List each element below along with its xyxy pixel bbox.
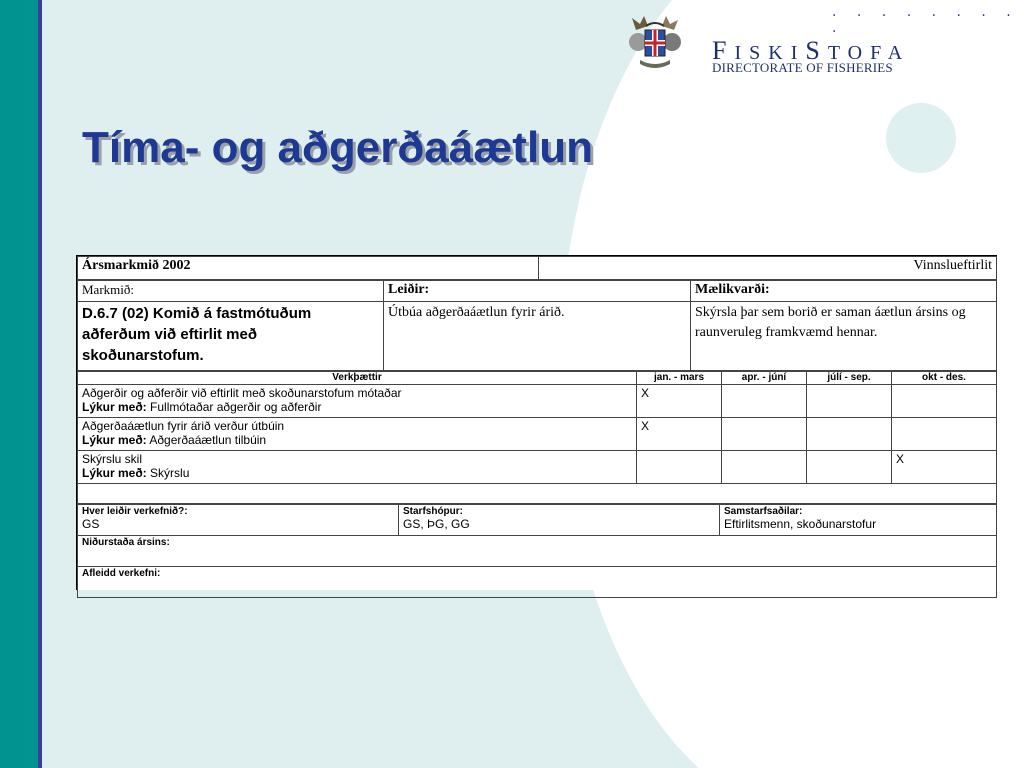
- q1-mark: X: [637, 418, 722, 451]
- q1-mark: X: [637, 385, 722, 418]
- ends-text: Fullmótaðar aðgerðir og aðferðir: [150, 400, 322, 414]
- result-cell: [78, 536, 997, 567]
- task-cell: [78, 418, 637, 451]
- ends-label: Lýkur með:: [82, 466, 147, 480]
- ends-label: Lýkur með:: [82, 400, 147, 414]
- measure-label: Mælikvarði:: [691, 281, 997, 302]
- ends-text: Skýrslu: [150, 466, 190, 480]
- result-label: Niðurstaða ársins:: [82, 537, 170, 548]
- ends-label: Lýkur með:: [82, 433, 147, 447]
- q2-mark: [722, 451, 807, 484]
- table-row: [78, 418, 997, 451]
- task-text: Aðgerðaáætlun fyrir árið verður útbúin: [82, 419, 285, 433]
- q1-mark: [637, 451, 722, 484]
- goal-text: D.6.7 (02) Komið á fastmótuðum aðferðum við eftirlit með skoðunarstofum.: [78, 302, 384, 371]
- q4-mark: X: [892, 451, 997, 484]
- info-table: [77, 504, 997, 598]
- col-q3: júlí - sep.: [807, 372, 892, 385]
- tasks-header-row: [78, 372, 997, 385]
- leader-label: Hver leiðir verkefnið?:: [82, 506, 188, 517]
- partners-value: Eftirlitsmenn, skoðunarstofur: [724, 517, 877, 531]
- derived-label: Afleidd verkefni:: [82, 568, 161, 579]
- partners-label: Samstarfsaðilar:: [724, 506, 803, 517]
- derived-cell: [78, 567, 997, 598]
- background-circle: [886, 103, 956, 173]
- coat-of-arms-icon: [624, 12, 686, 74]
- logo-subtitle: DIRECTORATE OF FISHERIES: [712, 60, 893, 75]
- task-cell: [78, 385, 637, 418]
- left-teal-bar: [0, 0, 38, 768]
- task-text: Aðgerðir og aðferðir við eftirlit með skoðunarstofum mótaðar: [82, 386, 402, 400]
- leader-value: GS: [82, 517, 100, 531]
- col-tasks: Verkþættir: [78, 372, 637, 385]
- q3-mark: [807, 451, 892, 484]
- q4-mark: [892, 385, 997, 418]
- col-q1: jan. - mars: [637, 372, 722, 385]
- q3-mark: [807, 418, 892, 451]
- worksheet-text: Vinnslueftirlit: [913, 258, 992, 273]
- group-cell: [399, 505, 720, 536]
- q2-mark: [722, 418, 807, 451]
- worksheet-cell: [539, 257, 997, 280]
- ends-text: Aðgerðaáætlun tilbúin: [149, 433, 267, 447]
- spacer-cell: [78, 484, 997, 504]
- form-header-table: [77, 256, 997, 280]
- task-text: Skýrslu skil: [82, 452, 143, 466]
- means-text: Útbúa aðgerðaáætlun fyrir árið.: [384, 302, 691, 371]
- slide-title: Tíma- og aðgerðaáætlun: [82, 123, 593, 172]
- q3-mark: [807, 385, 892, 418]
- q4-mark: [892, 418, 997, 451]
- tasks-table: [77, 371, 997, 504]
- partners-cell: [720, 505, 997, 536]
- means-label: Leiðir:: [384, 281, 691, 302]
- year-goal-cell: [78, 257, 539, 280]
- logo-wordmark: FISKISTOFA: [712, 36, 911, 65]
- group-value: GS, ÞG, GG: [403, 517, 470, 531]
- col-q2: apr. - júní: [722, 372, 807, 385]
- year-goal-text: Ársmarkmið 2002: [82, 258, 191, 273]
- leader-cell: [78, 505, 399, 536]
- col-q4: okt - des.: [892, 372, 997, 385]
- decorative-dots: . . . . . . . . .: [832, 4, 1019, 36]
- table-row: [78, 451, 997, 484]
- goal-label: Markmið:: [78, 281, 384, 302]
- table-row: [78, 385, 997, 418]
- spacer-row: [78, 484, 997, 504]
- goal-table: [77, 280, 997, 371]
- plan-form: [76, 255, 997, 590]
- group-label: Starfshópur:: [403, 506, 463, 517]
- task-cell: [78, 451, 637, 484]
- measure-text: Skýrsla þar sem borið er saman áætlun ársins og raunveruleg framkvæmd hennar.: [691, 302, 997, 371]
- q2-mark: [722, 385, 807, 418]
- left-blue-rule: [38, 0, 42, 768]
